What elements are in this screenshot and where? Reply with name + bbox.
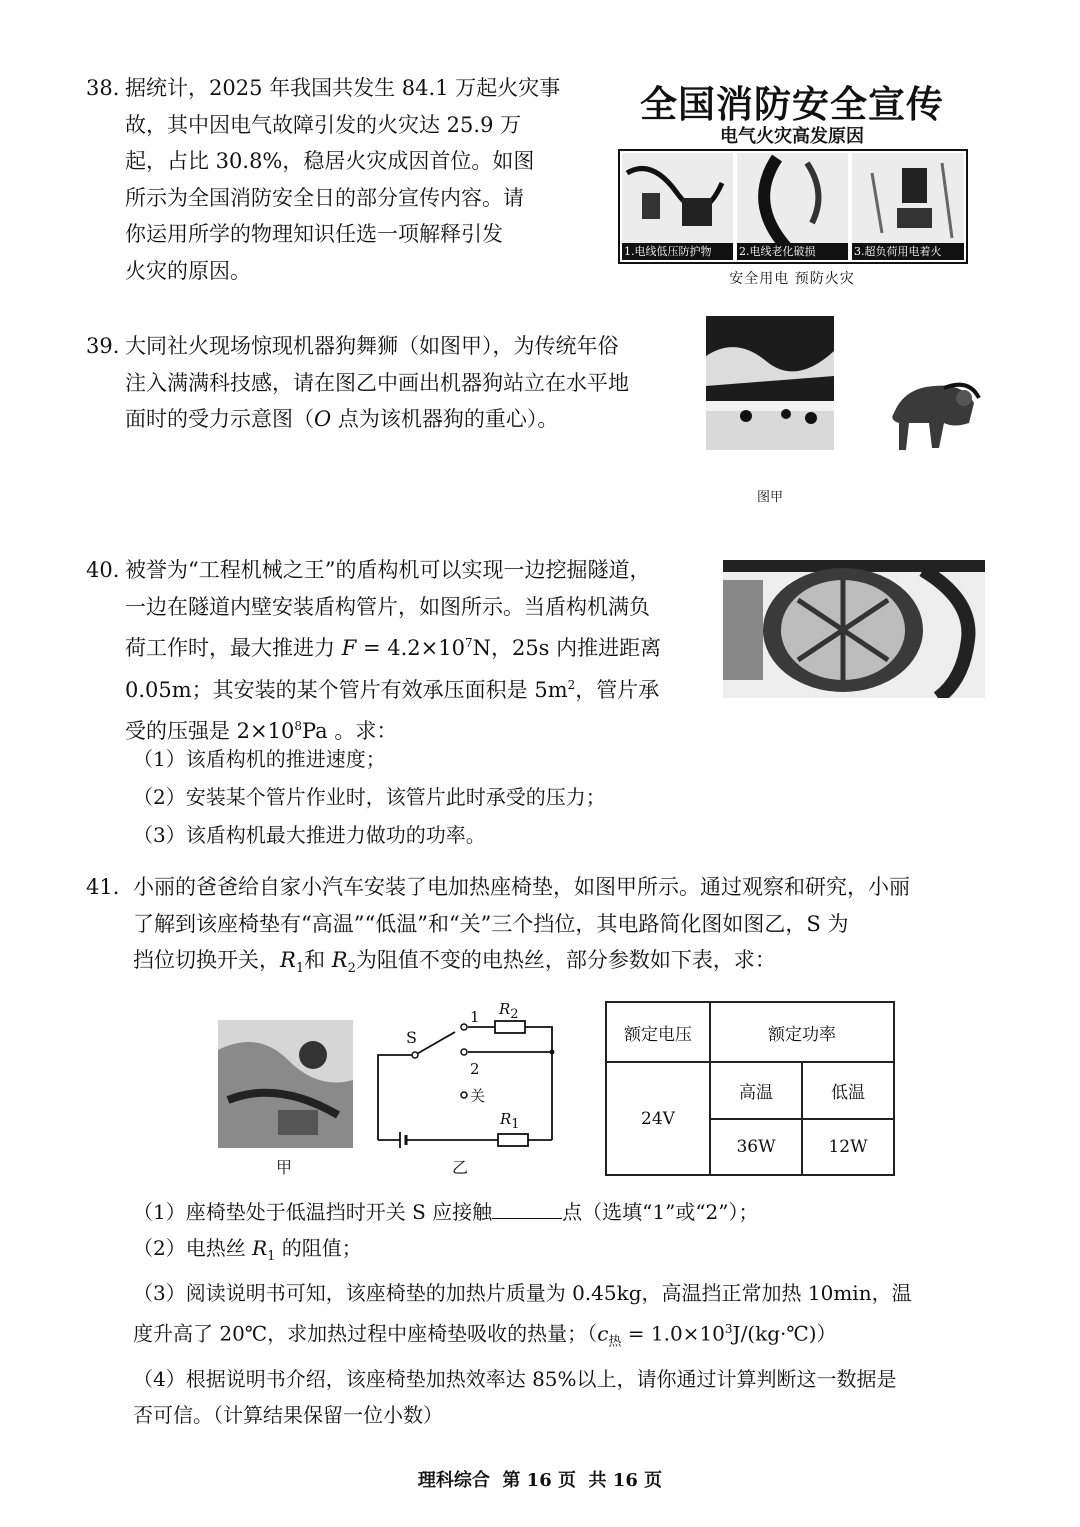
r1-label: [500, 1110, 520, 1132]
q41-sub1: [133, 1194, 912, 1230]
q40-line: [125, 625, 661, 667]
r1-label-sub: 1: [511, 1117, 520, 1132]
q40-subquestions: [133, 740, 606, 854]
q41-line: 了解到该座椅垫有“高温”“低温”和“关”三个挡位，其电路简化图如图乙，S 为: [133, 911, 849, 936]
q41-sub1-pre: （1）座椅垫处于低温挡时开关 S 应接触: [133, 1200, 493, 1224]
q40-line: 被誉为“工程机械之王”的盾构机可以实现一边挖掘隧道，: [125, 558, 651, 582]
contact-1-label: 1: [470, 1008, 480, 1026]
q38-line: 据统计，2025 年我国共发生 84.1 万起火灾事: [125, 76, 561, 100]
q40-line4-pre: 0.05m；其安装的某个管片有效承压面积是 5m: [125, 677, 568, 702]
circuit-diagram: [370, 1000, 570, 1150]
robot-dog-photo-art: [706, 316, 834, 450]
q41-sub2-rsub: 1: [267, 1249, 276, 1264]
q40-sub: （3）该盾构机最大推进力做功的功率。: [133, 823, 486, 847]
contact-off-label: 关: [470, 1087, 486, 1105]
q38-line: 所示为全国消防安全日的部分宣传内容。请: [125, 185, 524, 210]
robot-dog-figure: [874, 368, 984, 458]
q40-exp: 7: [464, 636, 473, 650]
poster-subtitle: 电气火灾高发原因: [720, 126, 864, 147]
q41-text: [133, 869, 910, 988]
q41-sub2: [133, 1230, 912, 1275]
q40-line: [125, 667, 661, 709]
q39-number: 39.: [86, 334, 120, 358]
fire-safety-poster: [618, 74, 966, 289]
poster-panel-label: 3.超负荷用电着火: [854, 245, 942, 258]
q41-subquestions: [133, 1194, 912, 1433]
q41-sub3: （3）阅读说明书可知，该座椅垫的加热片质量为 0.45kg，高温挡正常加热 10min，温: [133, 1281, 912, 1305]
q41-sub3-pre: 度升高了 20℃，求加热过程中座椅垫吸收的热量；（: [133, 1321, 598, 1346]
q41-line3-pre: 挡位切换开关，: [133, 948, 280, 972]
header-rated-voltage: 额定电压: [606, 1002, 710, 1062]
answer-blank[interactable]: [492, 1200, 562, 1219]
q40-line: 一边在隧道内壁安装盾构管片，如图所示。当盾构机满负: [125, 594, 650, 619]
r1-subscript: 1: [295, 961, 305, 977]
robot-dog-illustration: [874, 368, 984, 458]
q41-line3-and: 和: [304, 948, 332, 972]
header-low-temp: 低温: [802, 1062, 894, 1119]
q38-line: 起，占比 30.8%，稳居火灾成因首位。如图: [125, 149, 535, 173]
parameter-table: [605, 1001, 895, 1176]
q39-line: 注入满满科技感，请在图乙中画出机器狗站立在水平地: [125, 370, 629, 395]
q39-line: 大同社火现场惊现机器狗舞狮（如图甲），为传统年俗: [125, 334, 619, 358]
robot-dog-photo: [706, 316, 834, 450]
q40-line5-pre: 受的压强是 2×10: [125, 719, 295, 743]
q40-line3-pre: 荷工作时，最大推进力: [125, 636, 342, 660]
q41-sub2-pre: （2）电热丝: [133, 1236, 253, 1260]
r1-symbol: R: [280, 948, 296, 972]
q40-number: 40.: [86, 558, 120, 582]
q39-line: [125, 401, 629, 438]
header-rated-power: 额定功率: [710, 1002, 894, 1062]
r2-label-sub: 2: [510, 1007, 519, 1022]
q41-sub3-val: = 1.0×10: [621, 1321, 725, 1346]
q40-text: [125, 552, 661, 750]
q41-sub2-r: R: [252, 1236, 268, 1260]
q38-line: 火灾的原因。: [125, 258, 251, 283]
q40-line3-val: = 4.2×10: [356, 636, 465, 660]
q39-text: [125, 328, 629, 438]
poster-panel-1: [622, 153, 733, 260]
q38-line: 你运用所学的物理知识任选一项解释引发: [125, 222, 503, 246]
r2-label-r: R: [499, 1000, 511, 1018]
seat-cushion-art: [218, 1020, 353, 1148]
poster-panel-label: 1.电线低压防护物: [624, 245, 712, 258]
q38-text: [125, 70, 560, 289]
q40-exp: 2: [567, 677, 576, 692]
poster-panels: [618, 149, 968, 264]
fig-jia-label-q39: 图甲: [757, 490, 784, 505]
q40-exp: 8: [294, 719, 302, 733]
fig-jia-label: 甲: [276, 1158, 293, 1177]
force-f: F: [341, 636, 357, 660]
tunnel-boring-machine-art: [723, 560, 985, 698]
q39-line3-post: 点为该机器狗的重心）。: [331, 407, 559, 431]
specific-heat-sub: 热: [608, 1334, 622, 1350]
tunnel-boring-machine-photo: [723, 560, 985, 698]
q41-sub1-post: 点（选填“1”或“2”）；: [562, 1200, 759, 1224]
r2-symbol: R: [331, 948, 348, 972]
q40-line5-post: Pa 。求：: [302, 719, 398, 743]
q41-line: 小丽的爸爸给自家小汽车安装了电加热座椅垫，如图甲所示。通过观察和研究，小丽: [133, 875, 910, 899]
page-footer: 理科综合 第 16 页 共 16 页: [417, 1470, 663, 1491]
poster-caption: 安全用电 预防火灾: [729, 271, 855, 287]
r2-subscript: 2: [347, 961, 356, 977]
q40-sub: （2）安装某个管片作业时，该管片此时承受的压力；: [133, 785, 606, 809]
q41-sub3-unit: J/(kg·℃)）: [732, 1321, 837, 1346]
q41-sub3-exp: 3: [724, 1322, 733, 1336]
poster-title: 全国消防安全宣传: [640, 83, 944, 126]
q38-line: 故，其中因电气故障引发的火灾达 25.9 万: [125, 112, 522, 137]
q40-sub: （1）该盾构机的推进速度；: [133, 747, 386, 771]
q41-sub4-cont: 否可信。（计算结果保留一位小数）: [133, 1402, 443, 1427]
specific-heat-c: c: [597, 1321, 609, 1346]
header-high-temp: 高温: [710, 1062, 802, 1119]
contact-2-label: 2: [470, 1060, 480, 1078]
q41-line: [133, 942, 910, 988]
q40-line3-post: N，25s 内推进距离: [472, 636, 662, 660]
q41-sub2-post: 的阻值；: [275, 1236, 362, 1260]
poster-panel-label: 2.电线老化破损: [739, 245, 816, 258]
q41-sub3-cont: [133, 1311, 912, 1361]
q41-line3-post: 为阻值不变的电热丝，部分参数如下表，求：: [355, 948, 776, 972]
q39-line3-pre: 面时的受力示意图（: [125, 407, 314, 431]
r1-label-r: R: [500, 1110, 512, 1128]
q38-number: 38.: [86, 76, 120, 100]
q40-line4-post: ，管片承: [575, 677, 660, 702]
q41-sub4: （4）根据说明书介绍，该座椅垫加热效率达 85%以上，请你通过计算判断这一数据是: [133, 1366, 897, 1391]
seat-cushion-photo: [218, 1020, 353, 1148]
cell-low-power: 12W: [802, 1119, 894, 1175]
point-o: O: [314, 407, 332, 431]
poster-panel-3: [852, 153, 964, 260]
switch-label: S: [406, 1028, 417, 1047]
q41-number: 41.: [86, 875, 120, 899]
r2-label: [499, 1000, 519, 1022]
cell-voltage: 24V: [606, 1062, 710, 1175]
cell-high-power: 36W: [710, 1119, 802, 1175]
fig-yi-label: 乙: [452, 1158, 469, 1177]
poster-panel-2: [737, 153, 848, 260]
